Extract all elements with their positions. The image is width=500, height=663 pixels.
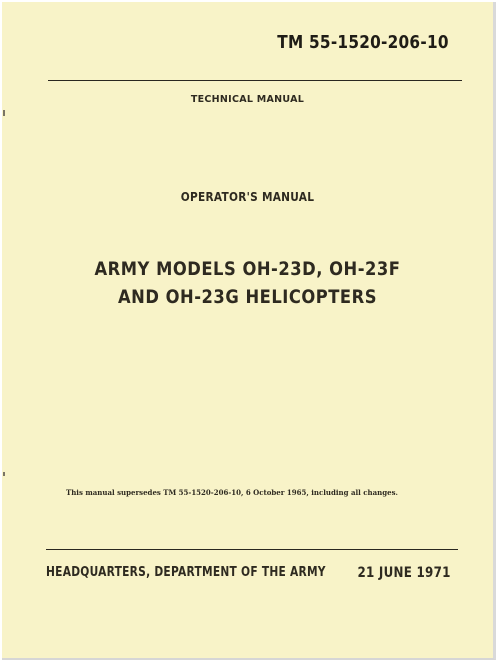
- scan-edge-mark: [3, 110, 5, 116]
- tm-number: TM 55-1520-206-10: [277, 32, 449, 53]
- supersedes-note: This manual supersedes TM 55-1520-206-10, 6 October 1965, including all changes.: [66, 488, 398, 497]
- issuing-authority: HEADQUARTERS, DEPARTMENT OF THE ARMY: [46, 565, 326, 580]
- scan-edge-mark: [3, 472, 5, 476]
- manual-subtitle: OPERATOR'S MANUAL: [180, 190, 315, 204]
- bottom-rule: [46, 549, 458, 550]
- manual-title-line-1: ARMY MODELS OH-23D, OH-23F: [94, 258, 401, 280]
- top-rule: [48, 80, 462, 81]
- manual-cover-page: [2, 2, 496, 660]
- manual-title-line-2: AND OH-23G HELICOPTERS: [118, 286, 377, 308]
- document-type-label: TECHNICAL MANUAL: [190, 94, 305, 105]
- publication-date: 21 JUNE 1971: [357, 565, 451, 581]
